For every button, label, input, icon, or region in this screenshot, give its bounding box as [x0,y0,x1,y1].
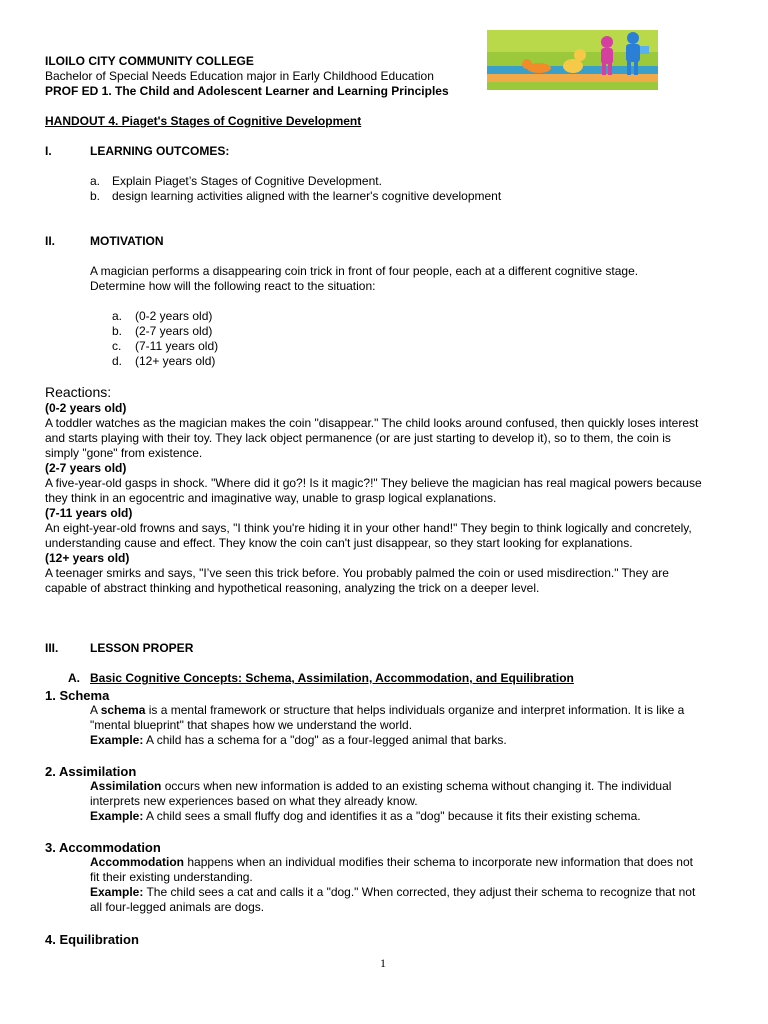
children-playing-banner-icon [487,30,658,90]
reactions-heading: Reactions: [45,384,112,400]
age-item: (12+ years old) [135,354,216,368]
reaction-text: A five-year-old gasps in shock. "Where did it go?! Is it magic?!" They believe the magician has real magical powers because [45,476,702,490]
motivation-text: A magician performs a disappearing coin trick in front of four people, each at a different cognitive stage. [90,264,639,278]
college-name: ILOILO CITY COMMUNITY COLLEGE [45,54,254,68]
age-item: (0-2 years old) [135,309,213,323]
reaction-text: they think in an egocentric and imaginative way, unable to grasp logical explanations. [45,491,497,505]
reaction-text: A teenager smirks and says, "I’ve seen this trick before. You probably palmed the coin or used misdirection." They are [45,566,669,580]
subsection-marker: A. [68,671,80,685]
course-title: PROF ED 1. The Child and Adolescent Learner and Learning Principles [45,84,449,98]
outcome-item: design learning activities aligned with the learner's cognitive development [112,189,502,203]
section-1-number: I. [45,144,52,158]
concept-line: Assimilation occurs when new information is added to an existing schema without changing it. The individual [90,779,672,793]
concept-line: interprets new experiences based on what they already know. [90,794,418,808]
concept-heading: 2. Assimilation [45,764,137,779]
concept-heading: 4. Equilibration [45,932,139,947]
concept-example: Example: A child sees a small fluffy dog and identifies it as a "dog" because it fits their existing schema. [90,809,641,823]
program-name: Bachelor of Special Needs Education major in Early Childhood Education [45,69,434,83]
reaction-age-label: (7-11 years old) [45,506,133,520]
concept-line: all four-legged animals are dogs. [90,900,265,914]
section-1-title: LEARNING OUTCOMES: [90,144,230,158]
handout-title: HANDOUT 4. Piaget's Stages of Cognitive Development [45,114,362,128]
reaction-text: and starts playing with their toy. They lack object permanence (or are just starting to develop it), so to them, the coin is [45,431,671,445]
concept-line: fit their existing understanding. [90,870,253,884]
concept-line: A schema is a mental framework or structure that helps individuals organize and interpret information. It is like a [90,703,685,717]
outcome-marker: a. [90,174,101,188]
section-3-title: LESSON PROPER [90,641,194,655]
concept-line: "mental blueprint" that shapes how we understand the world. [90,718,413,732]
age-marker: c. [112,339,122,353]
motivation-text: Determine how will the following react to the situation: [90,279,376,293]
outcome-item: Explain Piaget’s Stages of Cognitive Development. [112,174,382,188]
reaction-age-label: (0-2 years old) [45,401,127,415]
outcome-marker: b. [90,189,101,203]
section-2-number: II. [45,234,56,248]
reaction-text: capable of abstract thinking and hypothetical reasoning, analyzing the trick on a deeper level. [45,581,540,595]
age-marker: b. [112,324,123,338]
reaction-text: simply "gone" from existence. [45,446,203,460]
concept-heading: 1. Schema [45,688,110,703]
reaction-text: An eight-year-old frowns and says, "I think you're hiding it in your other hand!" They begin to think logically and concretely, [45,521,692,535]
subsection-title: Basic Cognitive Concepts: Schema, Assimilation, Accommodation, and Equilibration [90,671,574,685]
age-item: (7-11 years old) [135,339,219,353]
reaction-text: understanding cause and effect. They know the coin can't just disappear, so they start looking for explanations. [45,536,633,550]
reaction-age-label: (2-7 years old) [45,461,127,475]
age-marker: a. [112,309,123,323]
concept-example: Example: The child sees a cat and calls it a "dog." When corrected, they adjust their schema to recognize that not [90,885,696,899]
section-3-number: III. [45,641,59,655]
age-item: (2-7 years old) [135,324,213,338]
reaction-text: A toddler watches as the magician makes the coin "disappear." The child looks around confused, then quickly loses interest [45,416,699,430]
page-number: 1 [380,956,386,970]
age-marker: d. [112,354,123,368]
section-2-title: MOTIVATION [90,234,164,248]
reaction-age-label: (12+ years old) [45,551,130,565]
concept-example: Example: A child has a schema for a "dog" as a four-legged animal that barks. [90,733,507,747]
concept-line: Accommodation happens when an individual modifies their schema to incorporate new information that does not [90,855,693,869]
concept-heading: 3. Accommodation [45,840,161,855]
